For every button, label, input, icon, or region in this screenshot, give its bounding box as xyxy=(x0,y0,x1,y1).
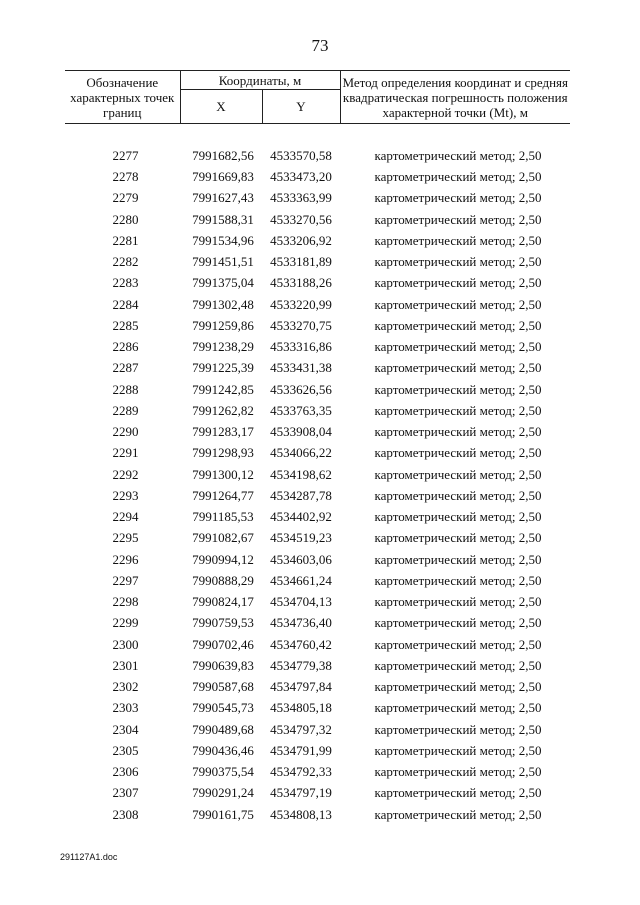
cell-x: 7991627,43 xyxy=(192,190,254,206)
cell-x: 7990489,68 xyxy=(192,721,254,737)
table-row xyxy=(65,613,570,634)
page-number: 73 xyxy=(311,36,329,55)
cell-y: 4534805,18 xyxy=(270,700,332,716)
cell-method: картометрический метод; 2,50 xyxy=(374,551,542,567)
cell-x: 7991225,39 xyxy=(192,360,254,376)
cell-y: 4534791,99 xyxy=(270,742,332,758)
cell-y: 4533270,56 xyxy=(270,211,332,227)
cell-method: картометрический метод; 2,50 xyxy=(374,679,542,695)
cell-method: картометрический метод; 2,50 xyxy=(374,254,542,270)
cell-y: 4533431,38 xyxy=(270,360,332,376)
cell-method: картометрический метод; 2,50 xyxy=(374,232,542,248)
cell-point: 2285 xyxy=(112,317,139,333)
cell-y: 4534797,84 xyxy=(270,679,332,695)
cell-y: 4533181,89 xyxy=(270,254,332,270)
table-row xyxy=(65,145,570,166)
cell-x: 7991238,29 xyxy=(192,339,254,355)
cell-x: 7990888,29 xyxy=(192,572,254,588)
table-row xyxy=(65,570,570,591)
table-row xyxy=(65,273,570,294)
header-x: X xyxy=(180,90,262,124)
table-row xyxy=(65,507,570,528)
cell-x: 7990824,17 xyxy=(192,594,254,610)
table-body xyxy=(65,124,570,826)
cell-method: картометрический метод; 2,50 xyxy=(374,742,542,758)
cell-point: 2286 xyxy=(112,339,139,355)
cell-y: 4534519,23 xyxy=(270,530,332,546)
cell-x: 7991302,48 xyxy=(192,296,254,312)
cell-x: 7991451,51 xyxy=(192,254,254,270)
cell-y: 4534287,78 xyxy=(270,487,332,503)
header-method: Метод определения координат и средняя квадратическая погрешность положения характерной точки (Mt), м xyxy=(340,71,570,124)
cell-y: 4534704,13 xyxy=(270,594,332,610)
cell-point: 2287 xyxy=(112,360,139,376)
cell-point: 2297 xyxy=(112,572,139,588)
table-row xyxy=(65,698,570,719)
table-row xyxy=(65,655,570,676)
cell-x: 7991262,82 xyxy=(192,402,254,418)
cell-point: 2288 xyxy=(112,381,139,397)
cell-method: картометрический метод; 2,50 xyxy=(374,424,542,440)
cell-y: 4534198,62 xyxy=(270,466,332,482)
cell-point: 2294 xyxy=(112,509,139,525)
cell-point: 2292 xyxy=(112,466,139,482)
cell-x: 7991082,67 xyxy=(192,530,254,546)
header-coordinates: Координаты, м xyxy=(180,71,340,90)
table-row xyxy=(65,485,570,506)
cell-point: 2301 xyxy=(112,657,139,673)
coordinates-table xyxy=(65,70,570,825)
cell-method: картометрический метод; 2,50 xyxy=(374,636,542,652)
cell-y: 4534402,92 xyxy=(270,509,332,525)
document-filename: 291127A1.doc xyxy=(60,852,118,862)
cell-x: 7991264,77 xyxy=(192,487,254,503)
cell-x: 7991588,31 xyxy=(192,211,254,227)
cell-y: 4534603,06 xyxy=(270,551,332,567)
cell-point: 2282 xyxy=(112,254,139,270)
cell-method: картометрический метод; 2,50 xyxy=(374,381,542,397)
cell-method: картометрический метод; 2,50 xyxy=(374,615,542,631)
table-row xyxy=(65,719,570,740)
cell-x: 7991300,12 xyxy=(192,466,254,482)
cell-x: 7990587,68 xyxy=(192,679,254,695)
cell-point: 2280 xyxy=(112,211,139,227)
cell-y: 4533188,26 xyxy=(270,275,332,291)
cell-point: 2278 xyxy=(112,169,139,185)
table-row xyxy=(65,762,570,783)
cell-x: 7991298,93 xyxy=(192,445,254,461)
table-row xyxy=(65,337,570,358)
table-row xyxy=(65,634,570,655)
cell-y: 4533570,58 xyxy=(270,147,332,163)
cell-x: 7990545,73 xyxy=(192,700,254,716)
table-row xyxy=(65,740,570,761)
cell-x: 7991375,04 xyxy=(192,275,254,291)
cell-x: 7991259,86 xyxy=(192,317,254,333)
cell-x: 7990161,75 xyxy=(192,806,254,822)
table-header xyxy=(65,71,570,124)
cell-x: 7990639,83 xyxy=(192,657,254,673)
cell-method: картометрический метод; 2,50 xyxy=(374,147,542,163)
cell-method: картометрический метод; 2,50 xyxy=(374,806,542,822)
cell-y: 4533206,92 xyxy=(270,232,332,248)
cell-point: 2306 xyxy=(112,764,139,780)
header-point-designation: Обозначение характерных точек границ xyxy=(65,71,180,124)
table-row xyxy=(65,422,570,443)
cell-point: 2302 xyxy=(112,679,139,695)
cell-x: 7990702,46 xyxy=(192,636,254,652)
cell-y: 4533220,99 xyxy=(270,296,332,312)
table-row xyxy=(65,528,570,549)
cell-method: картометрический метод; 2,50 xyxy=(374,530,542,546)
cell-method: картометрический метод; 2,50 xyxy=(374,339,542,355)
cell-point: 2283 xyxy=(112,275,139,291)
cell-y: 4534797,19 xyxy=(270,785,332,801)
cell-point: 2308 xyxy=(112,806,139,822)
table-row xyxy=(65,167,570,188)
cell-point: 2290 xyxy=(112,424,139,440)
table-row xyxy=(65,209,570,230)
table-row xyxy=(65,252,570,273)
cell-y: 4534736,40 xyxy=(270,615,332,631)
table-row xyxy=(65,783,570,804)
cell-point: 2289 xyxy=(112,402,139,418)
table-row xyxy=(65,443,570,464)
cell-point: 2277 xyxy=(112,147,139,163)
cell-method: картометрический метод; 2,50 xyxy=(374,487,542,503)
cell-method: картометрический метод; 2,50 xyxy=(374,169,542,185)
cell-method: картометрический метод; 2,50 xyxy=(374,275,542,291)
table-row xyxy=(65,549,570,570)
cell-y: 4533316,86 xyxy=(270,339,332,355)
cell-y: 4534779,38 xyxy=(270,657,332,673)
cell-method: картометрический метод; 2,50 xyxy=(374,764,542,780)
cell-method: картометрический метод; 2,50 xyxy=(374,402,542,418)
cell-x: 7991682,56 xyxy=(192,147,254,163)
table-row xyxy=(65,188,570,209)
cell-y: 4533908,04 xyxy=(270,424,332,440)
table-row xyxy=(65,315,570,336)
cell-point: 2281 xyxy=(112,232,139,248)
cell-x: 7990291,24 xyxy=(192,785,254,801)
cell-method: картометрический метод; 2,50 xyxy=(374,785,542,801)
cell-method: картометрический метод; 2,50 xyxy=(374,594,542,610)
cell-point: 2279 xyxy=(112,190,139,206)
cell-method: картометрический метод; 2,50 xyxy=(374,572,542,588)
table-row xyxy=(65,230,570,251)
cell-method: картометрический метод; 2,50 xyxy=(374,211,542,227)
cell-method: картометрический метод; 2,50 xyxy=(374,657,542,673)
cell-y: 4534792,33 xyxy=(270,764,332,780)
table-row xyxy=(65,294,570,315)
cell-method: картометрический метод; 2,50 xyxy=(374,721,542,737)
cell-method: картометрический метод; 2,50 xyxy=(374,360,542,376)
cell-y: 4533473,20 xyxy=(270,169,332,185)
cell-method: картометрический метод; 2,50 xyxy=(374,445,542,461)
cell-point: 2304 xyxy=(112,721,139,737)
table-row xyxy=(65,592,570,613)
cell-method: картометрический метод; 2,50 xyxy=(374,700,542,716)
cell-point: 2305 xyxy=(112,742,139,758)
cell-point: 2298 xyxy=(112,594,139,610)
header-y: Y xyxy=(262,90,340,124)
table-row xyxy=(65,400,570,421)
cell-y: 4534760,42 xyxy=(270,636,332,652)
table-row xyxy=(65,677,570,698)
cell-x: 7990375,54 xyxy=(192,764,254,780)
table-row xyxy=(65,358,570,379)
cell-y: 4534661,24 xyxy=(270,572,332,588)
table-row xyxy=(65,464,570,485)
cell-point: 2303 xyxy=(112,700,139,716)
cell-point: 2284 xyxy=(112,296,139,312)
cell-method: картометрический метод; 2,50 xyxy=(374,296,542,312)
cell-y: 4534066,22 xyxy=(270,445,332,461)
cell-y: 4534808,13 xyxy=(270,806,332,822)
cell-x: 7991185,53 xyxy=(192,509,254,525)
cell-point: 2307 xyxy=(112,785,139,801)
cell-point: 2293 xyxy=(112,487,139,503)
cell-point: 2296 xyxy=(112,551,139,567)
table-row xyxy=(65,379,570,400)
cell-point: 2295 xyxy=(112,530,139,546)
cell-y: 4533270,75 xyxy=(270,317,332,333)
cell-x: 7991534,96 xyxy=(192,232,254,248)
cell-point: 2291 xyxy=(112,445,139,461)
cell-y: 4533626,56 xyxy=(270,381,332,397)
cell-method: картометрический метод; 2,50 xyxy=(374,190,542,206)
cell-y: 4533763,35 xyxy=(270,402,332,418)
cell-method: картометрический метод; 2,50 xyxy=(374,317,542,333)
cell-method: картометрический метод; 2,50 xyxy=(374,466,542,482)
cell-method: картометрический метод; 2,50 xyxy=(374,509,542,525)
table-row xyxy=(65,804,570,825)
cell-x: 7990759,53 xyxy=(192,615,254,631)
cell-x: 7991242,85 xyxy=(192,381,254,397)
cell-x: 7991669,83 xyxy=(192,169,254,185)
cell-y: 4534797,32 xyxy=(270,721,332,737)
cell-point: 2300 xyxy=(112,636,139,652)
cell-x: 7990994,12 xyxy=(192,551,254,567)
cell-x: 7991283,17 xyxy=(192,424,254,440)
cell-y: 4533363,99 xyxy=(270,190,332,206)
cell-x: 7990436,46 xyxy=(192,742,254,758)
cell-point: 2299 xyxy=(112,615,139,631)
